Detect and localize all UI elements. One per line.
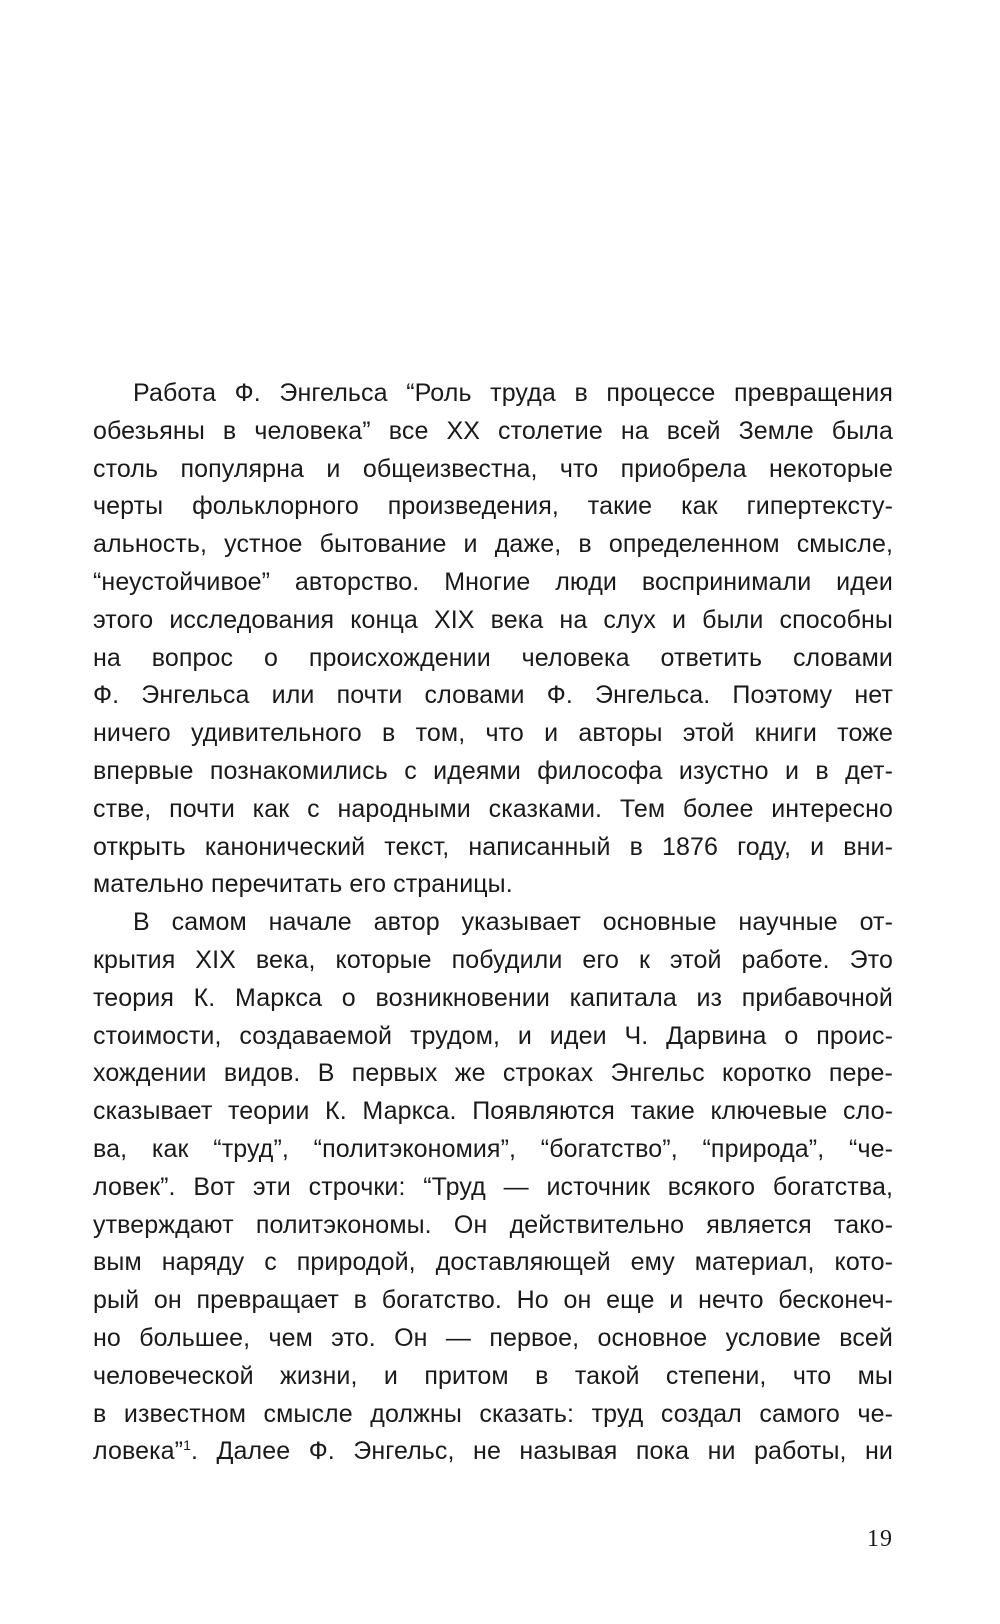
- paragraph-1: [93, 375, 893, 904]
- text-line: впервые познакомились с идеями философа изустно и в дет-: [93, 756, 893, 785]
- text-line: в известном смысле должны сказать: труд создал самого че-: [93, 1399, 893, 1428]
- text-line: сказывает теории К. Маркса. Появляются такие ключевые сло-: [93, 1097, 893, 1126]
- text-line: стоимости, создаваемой трудом, и идеи Ч. Дарвина о проис-: [93, 1021, 893, 1050]
- text-line: стве, почти как с народными сказками. Тем более интересно: [93, 794, 893, 823]
- body-text: [93, 375, 893, 1471]
- text-line: открыть канонический текст, написанный в 1876 году, и вни-: [93, 832, 893, 861]
- text-line: утверждают политэкономы. Он действительно является тако-: [93, 1210, 893, 1239]
- text-line: вым наряду с природой, доставляющей ему материал, кото-: [93, 1248, 893, 1277]
- text-line: ва, как “труд”, “политэкономия”, “богатство”, “природа”, “че-: [93, 1134, 893, 1163]
- text-line: мательно перечитать его страницы.: [93, 870, 513, 899]
- text-line: но большее, чем это. Он — первое, основное условие всей: [93, 1323, 893, 1352]
- text-line: столь популярна и общеизвестна, что приобрела некоторые: [93, 454, 893, 483]
- text-line: “неустойчивое” авторство. Многие люди воспринимали идеи: [93, 567, 893, 596]
- text-line: на вопрос о происхождении человека ответить словами: [93, 643, 893, 672]
- text-line: обезьяны в человека” все XX столетие на всей Земле была: [93, 416, 893, 445]
- text-line: Ф. Энгельса или почти словами Ф. Энгельса. Поэтому нет: [93, 681, 893, 710]
- closing-line-end: . Далее Ф. Энгельс, не называя пока ни работы, ни: [190, 1437, 893, 1466]
- text-line: альность, устное бытование и даже, в определенном смысле,: [93, 530, 893, 559]
- text-line: хождении видов. В первых же строках Энгельс коротко пере-: [93, 1059, 893, 1088]
- paragraph-2: [93, 904, 893, 1433]
- closing-line-start: ловека”: [93, 1437, 184, 1466]
- text-line: человеческой жизни, и притом в такой степени, что мы: [93, 1361, 893, 1390]
- text-line: крытия XIX века, которые побудили его к этой работе. Это: [93, 945, 893, 974]
- text-line: Работа Ф. Энгельса “Роль труда в процессе превращения: [133, 379, 893, 407]
- text-line: В самом начале автор указывает основные научные от-: [133, 908, 893, 937]
- text-line: теория К. Маркса о возникновении капитала из прибавочной: [93, 983, 893, 1012]
- text-line: ничего удивительного в том, что и авторы этой книги тоже: [93, 719, 893, 748]
- text-line: рый он превращает в богатство. Но он еще и нечто бесконеч-: [93, 1286, 893, 1315]
- text-line: черты фольклорного произведения, такие как гипертексту-: [93, 492, 893, 521]
- text-line: ловек”. Вот эти строчки: “Труд — источник всякого богатства,: [93, 1172, 893, 1201]
- footnote-marker[interactable]: 1: [183, 1437, 191, 1454]
- page-number: 19: [867, 1526, 893, 1552]
- text-line-closing: [93, 1433, 893, 1471]
- text-line: этого исследования конца XIX века на слух и были способны: [93, 605, 893, 634]
